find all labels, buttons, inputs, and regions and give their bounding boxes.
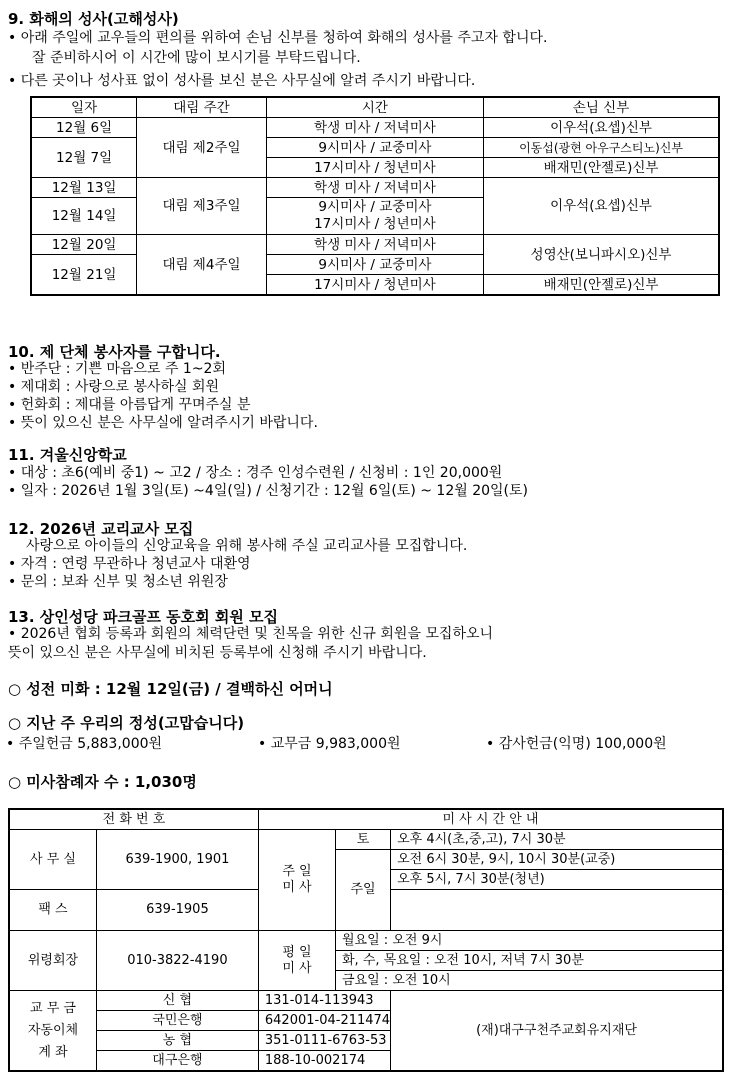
mon-time: 월요일 : 오전 9시 — [336, 931, 724, 951]
s13-line-2: 뜻이 있으신 분은 사무실에 비치된 등록부에 신청해 주시기 바랍니다. — [8, 645, 427, 661]
sat-time: 오후 4시(초,중,고), 7시 30분 — [391, 830, 723, 850]
s10-line-1: • 반주단 : 기쁜 마음으로 주 1~2회 — [8, 361, 226, 377]
s10-line-3: • 헌화회 : 제대를 아름답게 꾸며주실 분 — [8, 397, 251, 413]
date-cell: 12월 7일 — [31, 138, 137, 178]
col-header-date: 일자 — [31, 97, 137, 118]
spacer — [391, 910, 723, 931]
weekday-mass-label: 평 일 미 사 — [258, 931, 335, 991]
offering-sunday: • 주일헌금 5,883,000원 — [6, 736, 163, 752]
chair-label: 위령회장 — [9, 931, 96, 991]
transfer-label: 교 무 금 자동이체 계 좌 — [9, 991, 96, 1072]
s12-line-2: • 자격 : 연령 무관하나 청년교사 대환영 — [8, 556, 251, 572]
col-header-time: 시간 — [266, 97, 483, 118]
attendance-count: ○ 미사참례자 수 : 1,030명 — [8, 773, 197, 791]
s10-line-2: • 제대회 : 사랑으로 봉사하실 회원 — [8, 379, 220, 395]
priest-cell: 배재민(안젤로)신부 — [484, 275, 719, 296]
contact-mass-table — [8, 808, 724, 1072]
s9-bullet-1a: • 아래 주일에 교우들의 편의를 위하여 손님 신부를 청하여 화해의 성사를 주고자 합니다. — [8, 30, 548, 46]
section-9-title: 9. 화해의 성사(고해성사) — [8, 10, 179, 28]
time-cell: 학생 미사 / 저녁미사 — [266, 235, 483, 255]
time-cell-double — [266, 198, 483, 235]
time-cell: 17시미사 / 청년미사 — [266, 158, 483, 178]
date-cell: 12월 6일 — [31, 118, 137, 138]
sun-time-1: 오전 6시 30분, 9시, 10시 30분(교중) — [391, 850, 723, 870]
bank-name: 농 협 — [96, 1031, 258, 1051]
s9-bullet-1b: 잘 준비하시어 이 시간에 많이 보시기를 부탁드립니다. — [32, 50, 361, 66]
section-10-title: 10. 제 단체 봉사자를 구합니다. — [8, 343, 221, 361]
offering-thanks: • 감사헌금(익명) 100,000원 — [486, 736, 667, 752]
spacer — [391, 890, 723, 911]
section-12-title: 12. 2026년 교리교사 모집 — [8, 520, 194, 538]
sun-time-2: 오후 5시, 7시 30분(청년) — [391, 870, 723, 890]
offering-title: ○ 지난 주 우리의 정성(고맙습니다) — [8, 714, 245, 732]
flower-notice: ○ 성전 미화 : 12월 12일(금) / 결백하신 어머니 — [8, 680, 333, 698]
week-cell: 대림 제4주일 — [137, 235, 267, 296]
bank-name: 신 협 — [96, 991, 258, 1011]
s10-line-4: • 뜻이 있으신 분은 사무실에 알려주시기 바랍니다. — [8, 415, 318, 431]
priest-cell: 성영산(보니파시오)신부 — [484, 235, 719, 275]
date-cell: 12월 14일 — [31, 198, 137, 235]
sat-label: 토 — [336, 830, 391, 850]
date-cell: 12월 20일 — [31, 235, 137, 255]
s13-line-1: • 2026년 협회 등록과 회원의 체력단련 및 친목을 위한 신규 회원을 모집하오니 — [8, 626, 494, 642]
account-holder: (재)대구구천주교회유지재단 — [391, 991, 723, 1072]
priest-cell: 이우석(요셉)신부 — [484, 178, 719, 235]
office-label: 사 무 실 — [9, 830, 96, 890]
sun-label: 주일 — [336, 850, 391, 931]
section-13-title: 13. 상인성당 파크골프 동호회 회원 모집 — [8, 608, 279, 626]
date-cell: 12월 21일 — [31, 255, 137, 296]
time-cell: 9시미사 / 교중미사 — [266, 138, 483, 158]
s11-line-1: • 대상 : 초6(예비 중1) ~ 고2 / 장소 : 경주 인성수련원 / 신청비 : 1인 20,000원 — [8, 465, 503, 481]
time-line: 9시미사 / 교중미사 — [318, 199, 432, 215]
s11-line-2: • 일자 : 2026년 1월 3일(토) ~4일(일) / 신청기간 : 12월 6일(토) ~ 12월 20일(토) — [8, 483, 528, 499]
week-cell: 대림 제2주일 — [137, 118, 267, 178]
bank-account: 131-014-113943 — [258, 991, 390, 1011]
confession-schedule-table — [30, 96, 720, 296]
phone-header: 전 화 번 호 — [9, 809, 258, 830]
bank-account: 642001-04-211474 — [258, 1011, 390, 1031]
week-cell: 대림 제3주일 — [137, 178, 267, 235]
date-cell: 12월 13일 — [31, 178, 137, 198]
bank-name: 대구은행 — [96, 1051, 258, 1072]
priest-cell: 배재민(안젤로)신부 — [484, 158, 719, 178]
bank-account: 351-0111-6763-53 — [258, 1031, 390, 1051]
bank-account: 188-10-002174 — [258, 1051, 390, 1072]
time-line: 17시미사 / 청년미사 — [314, 216, 436, 232]
chair-number: 010-3822-4190 — [96, 931, 258, 991]
fax-number: 639-1905 — [96, 890, 258, 931]
col-header-week: 대림 주간 — [137, 97, 267, 118]
s9-bullet-2: • 다른 곳이나 성사표 없이 성사를 보신 분은 사무실에 알려 주시기 바랍니다. — [8, 73, 476, 89]
col-header-priest: 손님 신부 — [484, 97, 719, 118]
tue-time: 화, 수, 목요일 : 오전 10시, 저녁 7시 30분 — [336, 951, 724, 971]
office-number: 639-1900, 1901 — [96, 830, 258, 890]
bank-name: 국민은행 — [96, 1011, 258, 1031]
time-cell: 학생 미사 / 저녁미사 — [266, 118, 483, 138]
time-cell: 학생 미사 / 저녁미사 — [266, 178, 483, 198]
s12-line-3: • 문의 : 보좌 신부 및 청소년 위원장 — [8, 574, 228, 590]
priest-cell: 이동섭(광현 아우구스티노)신부 — [484, 138, 719, 158]
mass-header: 미 사 시 간 안 내 — [258, 809, 723, 830]
fri-time: 금요일 : 오전 10시 — [336, 971, 724, 991]
time-cell: 9시미사 / 교중미사 — [266, 255, 483, 275]
section-11-title: 11. 겨울신앙학교 — [8, 446, 127, 464]
priest-cell: 이우석(요셉)신부 — [484, 118, 719, 138]
fax-label: 팩 스 — [9, 890, 96, 931]
s12-line-1: 사랑으로 아이들의 신앙교육을 위해 봉사해 주실 교리교사를 모집합니다. — [26, 538, 468, 554]
time-cell: 17시미사 / 청년미사 — [266, 275, 483, 296]
sunday-mass-label: 주 일 미 사 — [258, 830, 335, 931]
offering-dues: • 교무금 9,983,000원 — [258, 736, 401, 752]
